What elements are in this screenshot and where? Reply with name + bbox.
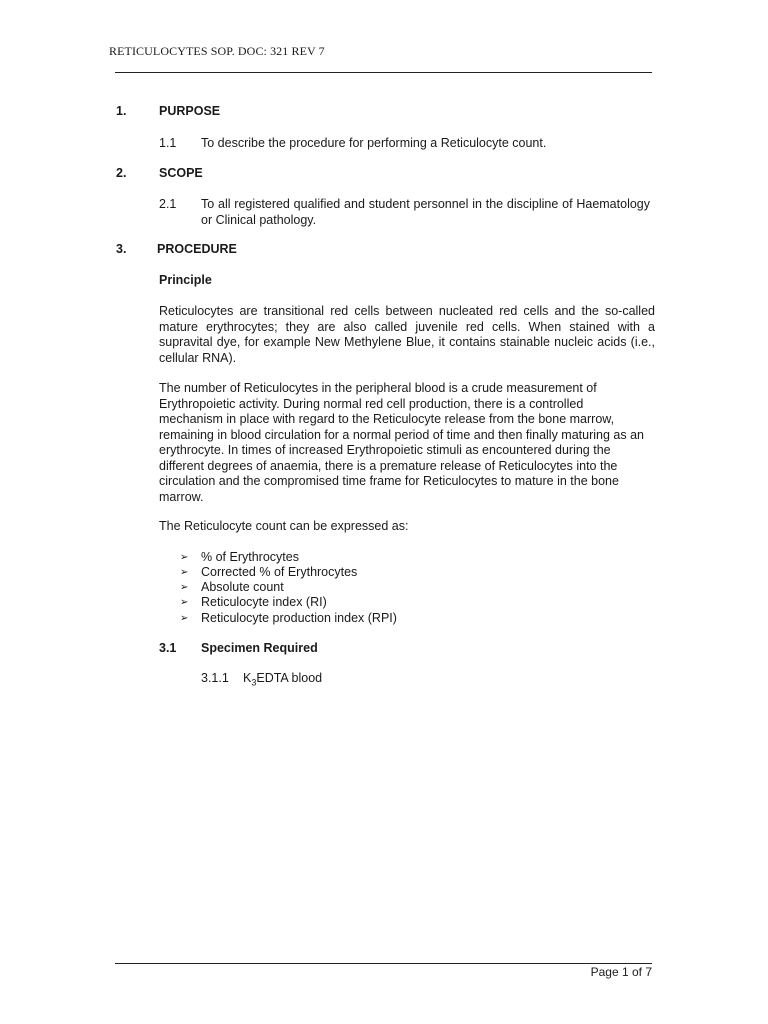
list-item bbox=[180, 611, 397, 626]
list-item-label: Absolute count bbox=[201, 580, 284, 595]
principle-heading: Principle bbox=[159, 273, 212, 287]
list-item-label: Reticulocyte index (RI) bbox=[201, 595, 327, 610]
section-1-number: 1. bbox=[116, 104, 127, 118]
list-item-label: % of Erythrocytes bbox=[201, 549, 299, 564]
footer-divider bbox=[115, 963, 652, 964]
specimen-text-subscript: 3 bbox=[251, 677, 257, 688]
list-item bbox=[180, 565, 397, 580]
principle-paragraph-1: Reticulocytes are transitional red cells between nucleated red cells and the so-called mature erythrocytes; they are also called juvenile red cells. When stained with a supravital dye, for example New Methylene Blue, it contains stainable nucleic acids (i.e., cellular RNA). bbox=[159, 304, 655, 365]
item-2-1-number: 2.1 bbox=[159, 197, 177, 211]
list-item-label: Reticulocyte production index (RPI) bbox=[201, 610, 397, 625]
item-3-1-1-number: 3.1.1 bbox=[201, 671, 229, 685]
header-divider bbox=[115, 72, 652, 73]
item-2-1-text: To all registered qualified and student personnel in the discipline of Haematology or Clinical pathology. bbox=[201, 197, 650, 227]
specimen-text-prefix: K bbox=[243, 671, 252, 685]
subsection-3-1-number: 3.1 bbox=[159, 641, 177, 655]
principle-paragraph-3: The Reticulocyte count can be expressed as: bbox=[159, 519, 409, 533]
specimen-text-suffix: EDTA blood bbox=[256, 671, 323, 685]
list-item bbox=[180, 596, 397, 611]
page-number: Page 1 of 7 bbox=[590, 965, 652, 979]
arrow-bullet-icon: ➢ bbox=[180, 582, 189, 594]
list-item bbox=[180, 580, 397, 595]
arrow-bullet-icon: ➢ bbox=[180, 567, 189, 579]
section-2-number: 2. bbox=[116, 166, 127, 180]
section-3-number: 3. bbox=[116, 242, 127, 256]
arrow-bullet-icon: ➢ bbox=[180, 612, 189, 624]
section-2-title: SCOPE bbox=[159, 166, 203, 180]
item-1-1-text: To describe the procedure for performing a Reticulocyte count. bbox=[201, 136, 547, 150]
principle-paragraph-2: The number of Reticulocytes in the peripheral blood is a crude measurement of Erythropoietic activity. During normal red cell production, there is a controlled mechanism in place with regard to the Reticulocyte release from the bone marrow, remaining in blood circulation for a normal period of time and then finally maturing as an erythrocyte. In times of increased Erythropoietic stimuli as encountered during the different degrees of anaemia, there is a premature release of Reticulocytes into the circulation and the compromised time frame for Reticulocytes to mature in the bone marrow. bbox=[159, 381, 644, 504]
item-1-1-number: 1.1 bbox=[159, 136, 177, 150]
arrow-bullet-icon: ➢ bbox=[180, 597, 189, 609]
subsection-3-1-title: Specimen Required bbox=[201, 641, 318, 655]
section-1-title: PURPOSE bbox=[159, 104, 221, 118]
expression-list bbox=[180, 550, 397, 626]
item-3-1-1-text bbox=[243, 671, 322, 687]
arrow-bullet-icon: ➢ bbox=[180, 551, 189, 563]
section-3-title: PROCEDURE bbox=[157, 242, 237, 256]
document-header-title: RETICULOCYTES SOP. DOC: 321 REV 7 bbox=[109, 44, 325, 58]
list-item bbox=[180, 550, 397, 565]
list-item-label: Corrected % of Erythrocytes bbox=[201, 565, 358, 580]
